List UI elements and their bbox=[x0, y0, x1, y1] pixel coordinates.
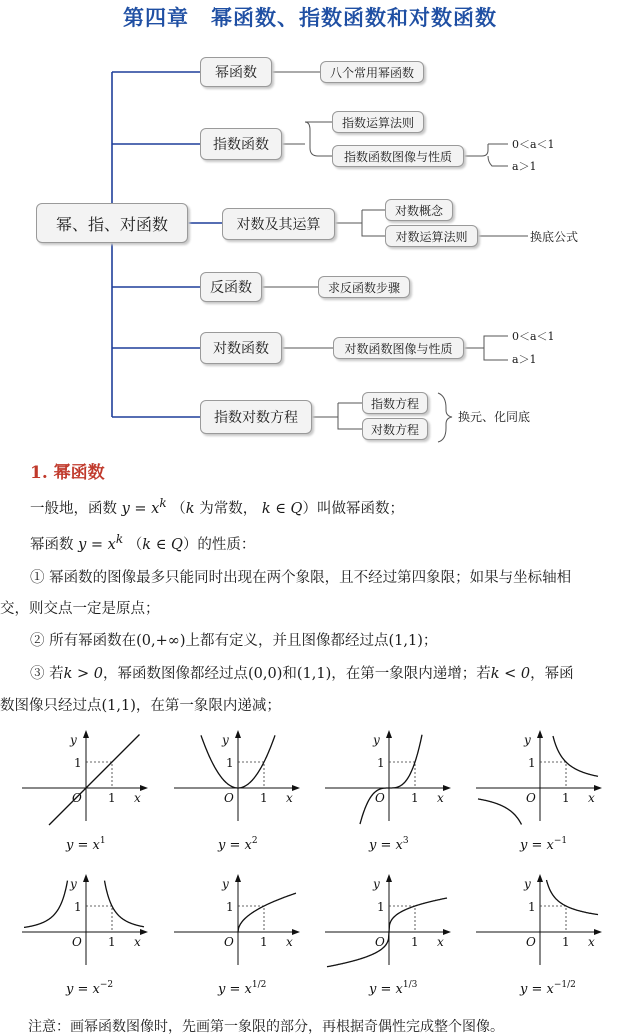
graph-1 bbox=[20, 728, 150, 863]
guide-dashes bbox=[86, 906, 112, 932]
x-axis-label: x bbox=[588, 935, 595, 949]
function-curve bbox=[360, 735, 422, 824]
y-axis-arrow bbox=[235, 874, 241, 882]
y-tick-one: 1 bbox=[226, 756, 234, 770]
definition-paragraph: 一般地，函数 $y = x^k$ （k 为常数， k ∈ Q）叫做幂函数； bbox=[30, 496, 404, 517]
origin-label: O bbox=[72, 791, 82, 805]
bottom-note: 注意：画幂函数图像时，先画第一象限的部分，再根据奇偶性完成整个图像。 bbox=[28, 1019, 504, 1035]
y-axis-label: y bbox=[524, 733, 531, 747]
y-tick-one: 1 bbox=[528, 756, 536, 770]
property-1: ① 幂函数的图像最多只能同时出现在两个象限，且不经过第四象限；如果与坐标轴相 bbox=[30, 570, 572, 586]
guide-dashes bbox=[238, 906, 264, 932]
mindmap-inverse-function: 反函数 bbox=[200, 272, 262, 302]
x-tick-one: 1 bbox=[260, 791, 268, 805]
y-tick-one: 1 bbox=[74, 756, 82, 770]
y-axis-label: y bbox=[373, 733, 380, 747]
property-1-cont: 交，则交点一定是原点； bbox=[0, 601, 160, 617]
function-curve bbox=[49, 735, 140, 826]
section-heading: 1. 幂函数 bbox=[30, 463, 105, 483]
x-tick-one: 1 bbox=[108, 791, 116, 805]
graph-3 bbox=[323, 728, 453, 863]
property-3-cont: 数图像只经过点(1,1)，在第一象限内递减； bbox=[0, 698, 281, 714]
mindmap-exp-case-1: 0＜a＜1 bbox=[512, 138, 555, 151]
mindmap-log-case-2: a＞1 bbox=[512, 353, 537, 366]
y-axis-arrow bbox=[537, 730, 543, 738]
property-3: ③ 若k > 0，幂函数图像都经过点(0,0)和(1,1)，在第一象限内递增；若k < 0，幂函 bbox=[30, 666, 574, 682]
mindmap-log-operation: 对数及其运算 bbox=[222, 208, 335, 240]
mindmap-eight-power-functions: 八个常用幂函数 bbox=[320, 61, 424, 83]
x-axis-arrow bbox=[594, 929, 602, 935]
y-tick-one: 1 bbox=[377, 756, 385, 770]
y-tick-one: 1 bbox=[74, 900, 82, 914]
guide-dashes bbox=[238, 762, 264, 788]
y-tick-one: 1 bbox=[377, 900, 385, 914]
y-tick-one: 1 bbox=[226, 900, 234, 914]
graph-6 bbox=[172, 872, 302, 1007]
page-title: 第四章 幂函数、指数函数和对数函数 bbox=[123, 5, 497, 30]
x-axis-label: x bbox=[437, 791, 444, 805]
origin-label: O bbox=[526, 935, 536, 949]
graph-caption: $y = x^1$ bbox=[66, 836, 106, 853]
x-axis-label: x bbox=[437, 935, 444, 949]
y-axis-arrow bbox=[235, 730, 241, 738]
caption-exponent: −2 bbox=[99, 980, 114, 990]
x-axis-arrow bbox=[140, 929, 148, 935]
graph-caption: $y = x^{-2}$ bbox=[66, 980, 114, 997]
x-tick-one: 1 bbox=[108, 935, 116, 949]
origin-label: O bbox=[72, 935, 82, 949]
mindmap-log-case-1: 0＜a＜1 bbox=[512, 330, 555, 343]
x-axis-arrow bbox=[443, 929, 451, 935]
y-axis-label: y bbox=[524, 877, 531, 891]
y-axis-arrow bbox=[386, 730, 392, 738]
origin-label: O bbox=[224, 935, 234, 949]
graph-5 bbox=[20, 872, 150, 1007]
mindmap-exp-case-2: a＞1 bbox=[512, 160, 537, 173]
mindmap-log-graph: 对数函数图像与性质 bbox=[333, 337, 464, 359]
y-axis-arrow bbox=[83, 730, 89, 738]
function-curve bbox=[24, 881, 144, 928]
graph-caption: $y = x^{1/3}$ bbox=[369, 980, 418, 997]
origin-label: O bbox=[375, 791, 385, 805]
y-axis-arrow bbox=[537, 874, 543, 882]
mindmap-substitution-method: 换元、化同底 bbox=[458, 410, 531, 424]
y-axis-label: y bbox=[222, 877, 229, 891]
math-formula: $y = x^k$ bbox=[121, 496, 167, 517]
caption-exponent: −1/2 bbox=[553, 980, 576, 990]
x-axis-label: x bbox=[588, 791, 595, 805]
x-axis-label: x bbox=[134, 791, 141, 805]
mindmap-inverse-steps: 求反函数步骤 bbox=[318, 276, 410, 298]
x-axis-label: x bbox=[286, 935, 293, 949]
x-axis-arrow bbox=[140, 785, 148, 791]
mindmap-base-change-formula: 换底公式 bbox=[530, 230, 579, 244]
guide-dashes bbox=[540, 762, 566, 788]
x-axis-arrow bbox=[594, 785, 602, 791]
y-axis-label: y bbox=[70, 733, 77, 747]
y-tick-one: 1 bbox=[528, 900, 536, 914]
caption-exponent: 1/2 bbox=[251, 980, 267, 990]
graph-caption: $y = x^{-1/2}$ bbox=[520, 980, 576, 997]
y-axis-arrow bbox=[83, 874, 89, 882]
x-tick-one: 1 bbox=[562, 791, 570, 805]
mind-map-lines bbox=[0, 40, 640, 450]
x-tick-one: 1 bbox=[562, 935, 570, 949]
guide-dashes bbox=[540, 906, 566, 932]
properties-intro: 幂函数 $y = x^k$ （k ∈ Q）的性质： bbox=[30, 532, 256, 553]
y-axis-label: y bbox=[373, 877, 380, 891]
x-axis-label: x bbox=[286, 791, 293, 805]
graph-caption: $y = x^{-1}$ bbox=[520, 836, 568, 853]
graph-7 bbox=[323, 872, 453, 1007]
origin-label: O bbox=[224, 791, 234, 805]
x-axis-arrow bbox=[443, 785, 451, 791]
x-tick-one: 1 bbox=[411, 935, 419, 949]
mindmap-exp-graph: 指数函数图像与性质 bbox=[332, 145, 464, 167]
function-curve bbox=[478, 736, 598, 825]
graph-4 bbox=[474, 728, 604, 863]
y-axis-arrow bbox=[386, 874, 392, 882]
caption-exponent: −1 bbox=[553, 836, 568, 846]
mindmap-log-function: 对数函数 bbox=[200, 332, 282, 364]
caption-exponent: 2 bbox=[251, 836, 258, 846]
graph-2 bbox=[172, 728, 302, 863]
x-axis-label: x bbox=[134, 935, 141, 949]
x-tick-one: 1 bbox=[260, 935, 268, 949]
mindmap-log-concept: 对数概念 bbox=[385, 199, 453, 221]
mindmap-exp-equation: 指数方程 bbox=[362, 392, 428, 414]
function-curve bbox=[238, 893, 296, 932]
mindmap-exp-log-equation: 指数对数方程 bbox=[200, 400, 312, 434]
property-2: ② 所有幂函数在(0,+∞)上都有定义，并且图像都经过点(1,1)； bbox=[30, 633, 438, 649]
y-axis-label: y bbox=[70, 877, 77, 891]
graph-caption: $y = x^{1/2}$ bbox=[218, 980, 267, 997]
graph-caption: $y = x^3$ bbox=[369, 836, 409, 853]
origin-label: O bbox=[375, 935, 385, 949]
mindmap-exp-rule: 指数运算法则 bbox=[332, 111, 424, 133]
x-axis-arrow bbox=[292, 785, 300, 791]
caption-exponent: 3 bbox=[402, 836, 409, 846]
mindmap-root: 幂、指、对函数 bbox=[36, 203, 188, 243]
y-axis-label: y bbox=[222, 733, 229, 747]
x-axis-arrow bbox=[292, 929, 300, 935]
mindmap-exponential-function: 指数函数 bbox=[200, 128, 282, 160]
caption-exponent: 1/3 bbox=[402, 980, 418, 990]
caption-exponent: 1 bbox=[99, 836, 106, 846]
x-tick-one: 1 bbox=[411, 791, 419, 805]
graph-8 bbox=[474, 872, 604, 1007]
mindmap-log-equation: 对数方程 bbox=[362, 418, 428, 440]
graph-caption: $y = x^2$ bbox=[218, 836, 258, 853]
origin-label: O bbox=[526, 791, 536, 805]
mindmap-log-rule: 对数运算法则 bbox=[385, 225, 478, 247]
mindmap-power-function: 幂函数 bbox=[200, 57, 272, 87]
function-curve bbox=[547, 880, 599, 915]
